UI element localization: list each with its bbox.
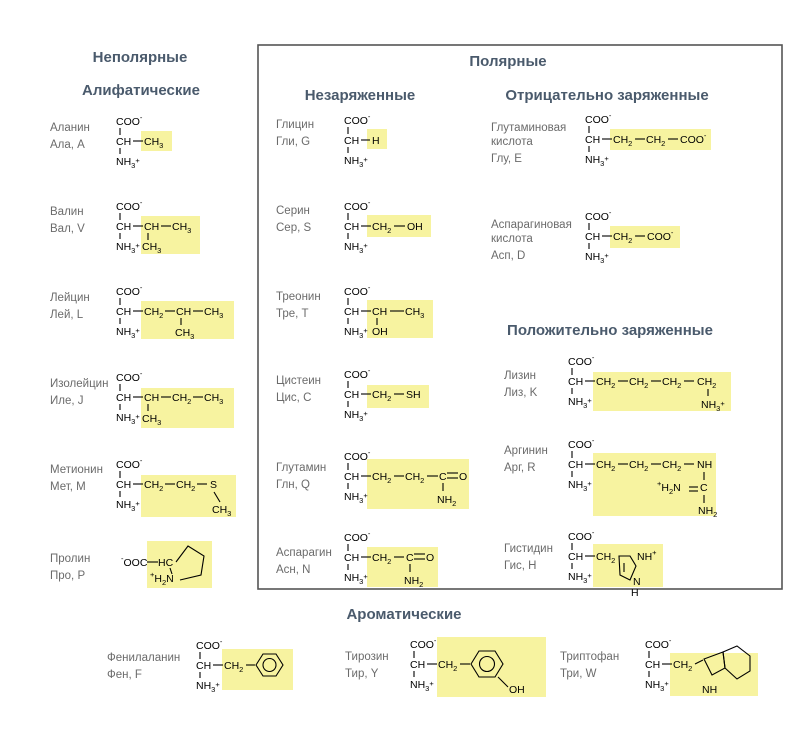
alpha-carbon: CH [116,306,132,318]
amino-acid-code: Фен, F [107,669,142,681]
amino-acid-name: Треонин [276,291,321,303]
amino-acid-code: Глн, Q [276,479,310,491]
alpha-carbon: CH [645,659,661,671]
formula-text: $CH_2$ [629,459,649,473]
section-header-aromatic: Ароматические [346,606,462,623]
amino-acid-name: Гистидин [504,543,553,555]
amino-acid-tyr [345,636,546,697]
formula-text: $CH_2$ [629,376,649,390]
formula-text: OH [509,684,525,696]
amino-acid-trp [560,636,758,696]
amino-acid-code: Глу, E [491,153,522,165]
formula-text: $^+H_2N$ [150,570,174,587]
formula-text: SH [406,389,421,401]
amino-acid-pro [50,541,212,588]
formula-text: $CH_3$ [405,306,425,320]
amino-acid-code: Вал, V [50,223,85,235]
amino-acid-code: Ала, A [50,139,85,151]
amino-acid-code: Гли, G [276,136,311,148]
amino-group: $NH_3^+$ [344,491,368,505]
amino-acid-cys [276,366,429,423]
formula-text: $CH_2$ [438,659,458,673]
amino-acid-phe [107,637,293,694]
amino-acid-code: Про, P [50,570,86,582]
amino-acid-code: Иле, J [50,395,84,407]
amino-acid-code: Асн, N [276,564,311,576]
formula-text: C [700,482,708,494]
carboxylate: COO- [344,529,371,544]
amino-acid-name: Триптофан [560,651,620,663]
alpha-carbon: CH [568,376,584,388]
formula-text: CH [176,306,192,318]
formula-text: $CH_2$ [596,376,616,390]
alpha-carbon: CH [196,660,212,672]
formula-text: CH [144,392,160,404]
section-header-nonpolar: Неполярные [92,49,188,66]
carboxylate: COO- [116,369,143,384]
amino-acid-thr [276,283,433,340]
alpha-carbon: CH [568,459,584,471]
amino-acid-name: Аргинин [504,445,548,457]
formula-text: $CH_2$ [144,306,164,320]
amino-acid-name: Лизин [504,370,537,382]
formula-text: $CH_2$ [662,376,682,390]
amino-acid-ser [276,198,431,255]
amino-acid-code: Лиз, K [504,387,538,399]
amino-acid-asp [491,208,680,265]
formula-text: H [631,587,639,599]
formula-text: $CH_2$ [372,471,392,485]
formula-text: $CH_2$ [372,221,392,235]
formula-text: O [426,552,435,564]
formula-text: $CH_3$ [142,413,162,427]
alpha-carbon: CH [344,471,360,483]
carboxylate: COO- [116,283,143,298]
formula-text: CH [144,221,160,233]
formula-text: O [459,471,468,483]
amino-acid-name: Валин [50,206,84,218]
amino-acid-code: Гис, H [504,560,537,572]
amino-group: $NH_3^+$ [116,241,140,255]
amino-group: $NH_3^+$ [344,326,368,340]
formula-text: $CH_2$ [372,389,392,403]
amino-acid-arg [504,436,717,519]
formula-text: $CH_2$ [613,231,633,245]
amino-group: $NH_3^+$ [116,499,140,513]
amino-group: $NH_3^+$ [116,156,140,170]
amino-acid-ala [50,113,172,170]
formula-text: HC [158,557,174,569]
amino-acid-asn [276,529,438,589]
section-header-negative: Отрицательно заряженные [505,87,709,104]
amino-group: $NH_3^+$ [344,241,368,255]
amino-acid-lys [504,353,731,413]
amino-group: $NH_3^+$ [585,154,609,168]
amino-acid-code: Цис, C [276,392,312,404]
formula-text: $NH_2$ [437,494,457,508]
formula-text: $CH_2$ [176,479,196,493]
formula-text: $CH_2$ [405,471,425,485]
carboxylate: COO- [116,113,143,128]
amino-group: $NH_3^+$ [568,479,592,493]
amino-group: $NH_3^+$ [568,571,592,585]
formula-text: $CH_3$ [204,306,224,320]
amino-acid-name: Изолейцин [50,378,109,390]
carboxylate: COO- [344,448,371,463]
formula-text: COO- [680,131,707,146]
alpha-carbon: CH [116,392,132,404]
carboxylate: COO- [344,198,371,213]
amino-acid-name: Глутаминовая [491,122,567,134]
formula-text: $CH_3$ [172,221,192,235]
section-header-aliphatic: Алифатические [82,82,200,99]
amino-acid-code: Сер, S [276,222,312,234]
amino-acid-code: Три, W [560,668,597,680]
alpha-carbon: CH [585,134,601,146]
formula-text: $CH_2$ [646,134,666,148]
formula-text: H [372,135,380,147]
alpha-carbon: CH [116,136,132,148]
formula-text: C [439,471,447,483]
formula-text: $CH_2$ [172,392,192,406]
amino-acid-gly [276,112,387,169]
amino-group: $NH_3^+$ [116,326,140,340]
carboxylate: COO- [116,456,143,471]
formula-text: $CH_2$ [662,459,682,473]
amino-acid-val [50,198,200,255]
section-header-positive: Положительно заряженные [507,322,713,339]
carboxylate: COO- [645,636,672,651]
amino-acid-name: Метионин [50,464,103,476]
formula-text: $NH_3^+$ [701,399,725,413]
amino-group: $NH_3^+$ [344,409,368,423]
amino-acid-code: Асп, D [491,250,526,262]
formula-text: COO- [647,228,674,243]
amino-group: $NH_3^+$ [585,251,609,265]
formula-text: N [633,576,641,588]
carboxylate: COO- [410,636,437,651]
amino-acid-code: Тре, T [276,308,309,320]
formula-text: $CH_2$ [596,551,616,565]
carboxylate: COO- [585,111,612,126]
amino-acid-name: Пролин [50,553,91,565]
amino-acid-name: Тирозин [345,651,389,663]
amino-acid-name: Аспарагин [276,547,332,559]
alpha-carbon: CH [585,231,601,243]
formula-text: -OOC [121,554,148,569]
alpha-carbon: CH [344,221,360,233]
carboxylate: COO- [116,198,143,213]
formula-text: CH [372,306,388,318]
formula-text: NH [702,684,718,696]
carboxylate: COO- [344,366,371,381]
amino-acid-name: Аланин [50,122,90,134]
formula-text: $CH_3$ [212,504,232,518]
formula-text: C [406,552,414,564]
amino-acid-name: Цистеин [276,375,321,387]
amino-acid-code: Тир, Y [345,668,379,680]
alpha-carbon: CH [344,306,360,318]
amino-acid-name: Аспарагиновая [491,219,572,231]
formula-text: $CH_2$ [673,659,693,673]
formula-text: OH [407,221,423,233]
formula-text: $CH_2$ [596,459,616,473]
amino-acid-name: кислота [491,233,533,245]
formula-text: NH+ [637,548,657,563]
amino-group: $NH_3^+$ [116,412,140,426]
section-header-uncharged: Незаряженные [304,87,416,104]
amino-acid-leu [50,283,234,341]
formula-text: $NH_2$ [698,505,718,519]
carboxylate: COO- [344,283,371,298]
alpha-carbon: CH [344,552,360,564]
alpha-carbon: CH [410,659,426,671]
alpha-carbon: CH [116,221,132,233]
carboxylate: COO- [568,353,595,368]
formula-text: $NH_2$ [404,575,424,589]
formula-text: OH [372,326,388,338]
amino-acid-name: кислота [491,136,533,148]
amino-group: $NH_3^+$ [344,155,368,169]
alpha-carbon: CH [344,389,360,401]
section-header-polar: Полярные [469,53,547,70]
amino-acid-met [50,456,236,518]
formula-text: $CH_2$ [613,134,633,148]
amino-acid-glu [491,111,711,168]
formula-text: NH [697,459,713,471]
alpha-carbon: CH [116,479,132,491]
formula-text: $CH_2$ [144,479,164,493]
carboxylate: COO- [196,637,223,652]
alpha-carbon: CH [568,551,584,563]
carboxylate: COO- [568,528,595,543]
formula-text: $CH_3$ [204,392,224,406]
amino-acid-name: Глицин [276,119,315,131]
amino-group: $NH_3^+$ [344,572,368,586]
amino-acid-code: Арг, R [504,462,536,474]
formula-text: $CH_2$ [372,552,392,566]
amino-acid-name: Фенилаланин [107,652,181,664]
amino-acid-gln [276,448,469,509]
formula-text: S [210,479,218,491]
alpha-carbon: CH [344,135,360,147]
amino-acid-ile [50,369,234,428]
formula-text: $CH_2$ [224,660,244,674]
formula-text: $CH_3$ [142,241,162,255]
amino-acid-name: Лейцин [50,292,90,304]
amino-acid-code: Мет, M [50,481,86,493]
formula-text: $CH_3$ [175,327,195,341]
formula-text: $CH_3$ [144,136,164,150]
carboxylate: COO- [568,436,595,451]
amino-acid-code: Лей, L [50,309,84,321]
formula-text: $^+H_2N$ [657,479,681,496]
amino-group: $NH_3^+$ [645,679,669,693]
carboxylate: COO- [585,208,612,223]
amino-group: $NH_3^+$ [410,679,434,693]
carboxylate: COO- [344,112,371,127]
formula-text: $CH_2$ [697,376,717,390]
amino-group: $NH_3^+$ [196,680,220,694]
amino-acid-name: Глутамин [276,462,327,474]
amino-acid-name: Серин [276,205,310,217]
amino-group: $NH_3^+$ [568,396,592,410]
